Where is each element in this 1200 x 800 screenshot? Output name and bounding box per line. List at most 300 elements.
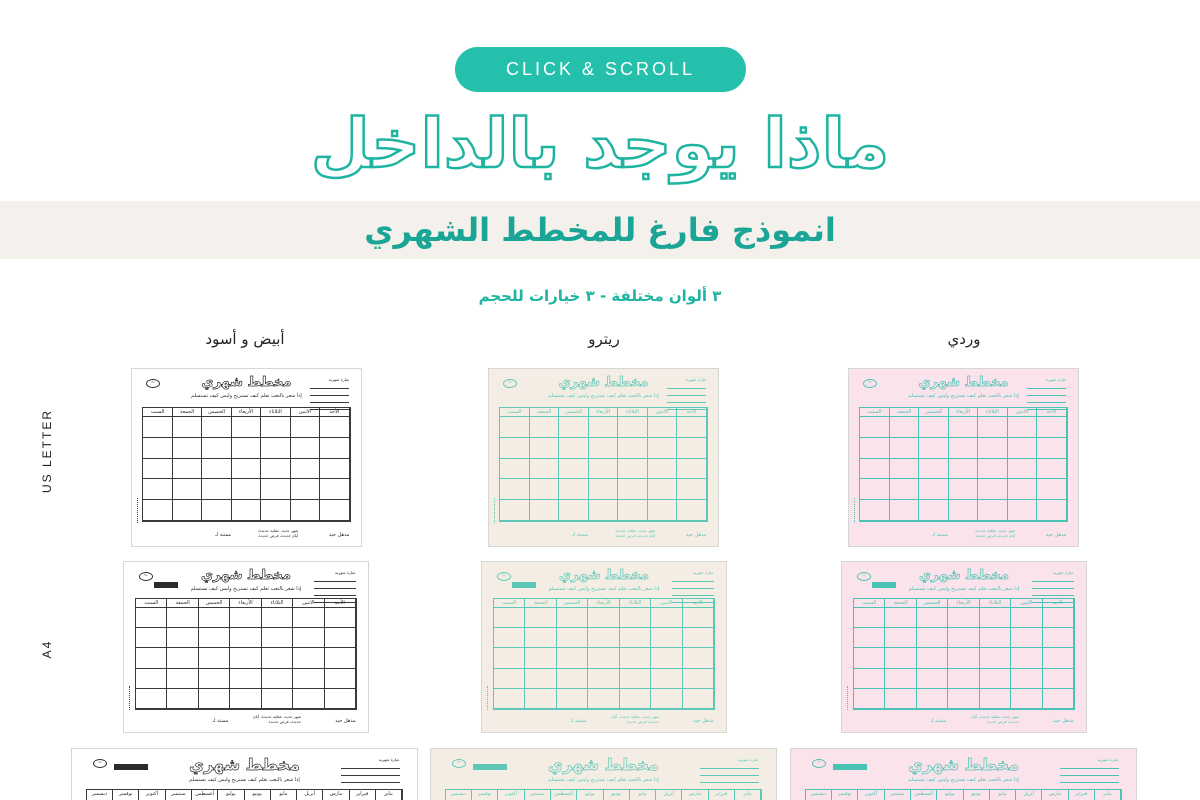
day-cell bbox=[919, 459, 948, 480]
planner-logo-icon: ~ bbox=[497, 572, 511, 581]
day-header: الاثنين bbox=[1008, 408, 1037, 417]
day-cell bbox=[854, 669, 885, 689]
day-cell bbox=[559, 459, 588, 480]
note-line bbox=[1032, 577, 1074, 582]
day-cell bbox=[291, 417, 320, 438]
planner-logo-icon: ~ bbox=[863, 379, 877, 388]
note-line bbox=[1032, 591, 1074, 596]
month-header: سبتمبر bbox=[525, 790, 551, 800]
day-cell bbox=[885, 689, 916, 709]
month-header: فبراير bbox=[709, 790, 735, 800]
day-cell bbox=[173, 459, 202, 480]
day-cell bbox=[291, 438, 320, 459]
day-cell bbox=[230, 648, 261, 668]
day-cell bbox=[890, 438, 919, 459]
day-cell bbox=[557, 608, 588, 628]
day-cell bbox=[325, 669, 356, 689]
day-cell bbox=[136, 669, 167, 689]
day-cell bbox=[1043, 669, 1074, 689]
day-cell bbox=[651, 669, 682, 689]
note-line bbox=[667, 384, 706, 389]
monthly-notes bbox=[700, 757, 759, 785]
day-cell bbox=[890, 459, 919, 480]
day-cell bbox=[1011, 648, 1042, 668]
day-cell bbox=[854, 628, 885, 648]
planner-subtitle: إذا شعر بالتعب تعلم كيف تستريح وليس كيف تستسلم bbox=[548, 393, 659, 399]
notes-label: عبارة شهرية bbox=[692, 570, 714, 575]
day-cell bbox=[620, 669, 651, 689]
day-cell bbox=[320, 459, 349, 480]
calendar-grid bbox=[493, 598, 715, 710]
day-header: الأحد bbox=[320, 408, 349, 417]
day-cell bbox=[530, 459, 559, 480]
planner-title: مخطط شهري bbox=[918, 375, 1009, 390]
day-cell bbox=[500, 459, 529, 480]
day-cell bbox=[620, 648, 651, 668]
month-header: مايو bbox=[271, 790, 297, 800]
day-cell bbox=[261, 479, 290, 500]
footer-grateful: ممتنة لـ bbox=[572, 532, 589, 538]
day-cell bbox=[136, 608, 167, 628]
month-header: أغسطس bbox=[551, 790, 577, 800]
footer-rating: مذهل جيد bbox=[685, 532, 707, 538]
day-cell bbox=[978, 417, 1007, 438]
month-header: أبريل bbox=[656, 790, 682, 800]
footer-motto: شهر جديد، عقلية جديدة، أيام جديدة، فرص جديدة bbox=[611, 714, 660, 724]
month-header: أغسطس bbox=[911, 790, 937, 800]
day-header: الثلاثاء bbox=[978, 408, 1007, 417]
day-cell bbox=[293, 608, 324, 628]
day-cell bbox=[230, 669, 261, 689]
day-cell bbox=[890, 479, 919, 500]
day-cell bbox=[949, 479, 978, 500]
day-cell bbox=[854, 689, 885, 709]
planner-logo-icon: ~ bbox=[139, 572, 153, 581]
note-line bbox=[310, 398, 349, 403]
day-cell bbox=[618, 417, 647, 438]
day-cell bbox=[1011, 689, 1042, 709]
day-cell bbox=[917, 669, 948, 689]
day-cell bbox=[199, 608, 230, 628]
day-cell bbox=[588, 608, 619, 628]
calendar-grid bbox=[142, 407, 350, 522]
day-cell bbox=[199, 689, 230, 709]
note-line bbox=[341, 771, 400, 776]
day-header: الخميس bbox=[559, 408, 588, 417]
day-cell bbox=[885, 669, 916, 689]
day-header: الخميس bbox=[199, 599, 230, 608]
day-cell bbox=[293, 669, 324, 689]
planner-title: مخطط شهري bbox=[558, 375, 649, 390]
day-cell bbox=[525, 608, 556, 628]
day-cell bbox=[325, 628, 356, 648]
day-cell bbox=[202, 479, 231, 500]
day-header: الخميس bbox=[919, 408, 948, 417]
day-cell bbox=[1037, 438, 1066, 459]
day-cell bbox=[291, 500, 320, 521]
planner-card-a4-retro[interactable] bbox=[481, 561, 727, 733]
planner-title: مخطط شهري bbox=[908, 755, 1019, 774]
day-cell bbox=[651, 608, 682, 628]
day-cell bbox=[919, 438, 948, 459]
month-strip bbox=[805, 789, 1122, 800]
day-cell bbox=[1008, 459, 1037, 480]
day-cell bbox=[917, 648, 948, 668]
day-header: الخميس bbox=[202, 408, 231, 417]
day-cell bbox=[261, 417, 290, 438]
day-cell bbox=[230, 608, 261, 628]
planner-card-wide-bw[interactable] bbox=[71, 748, 418, 800]
planner-logo-icon: ~ bbox=[503, 379, 517, 388]
day-cell bbox=[917, 628, 948, 648]
day-header: الثلاثاء bbox=[620, 599, 651, 608]
main-title: ماذا يوجد بالداخل bbox=[310, 105, 890, 184]
day-cell bbox=[949, 459, 978, 480]
note-line bbox=[1060, 771, 1119, 776]
day-cell bbox=[618, 479, 647, 500]
day-cell bbox=[293, 648, 324, 668]
calendar-grid bbox=[859, 407, 1067, 522]
day-cell bbox=[651, 628, 682, 648]
footer-grateful: ممتنة لـ bbox=[930, 718, 947, 724]
day-cell bbox=[232, 479, 261, 500]
day-cell bbox=[173, 417, 202, 438]
day-cell bbox=[648, 479, 677, 500]
note-line bbox=[672, 584, 714, 589]
day-cell bbox=[530, 479, 559, 500]
notes-label: عبارة شهرية bbox=[685, 377, 707, 382]
day-cell bbox=[559, 438, 588, 459]
planner-logo-icon: ~ bbox=[812, 759, 826, 768]
month-header: نوفمبر bbox=[472, 790, 498, 800]
notes-label: عبارة شهرية bbox=[378, 757, 400, 762]
day-header: الخميس bbox=[557, 599, 588, 608]
day-cell bbox=[500, 438, 529, 459]
day-cell bbox=[618, 500, 647, 521]
note-line bbox=[672, 577, 714, 582]
day-header: الأربعاء bbox=[232, 408, 261, 417]
notes-label: عبارة شهرية bbox=[334, 570, 356, 575]
day-cell bbox=[917, 689, 948, 709]
calendar-grid bbox=[853, 598, 1075, 710]
side-divider bbox=[129, 686, 130, 710]
day-cell bbox=[261, 500, 290, 521]
month-header: أكتوبر bbox=[858, 790, 884, 800]
day-header: الثلاثاء bbox=[980, 599, 1011, 608]
column-label-bw: أبيض و أسود bbox=[205, 330, 285, 348]
month-header: يوليو bbox=[577, 790, 603, 800]
day-cell bbox=[202, 459, 231, 480]
day-cell bbox=[949, 417, 978, 438]
footer-rating: مذهل جيد bbox=[335, 718, 356, 724]
planner-card-wide-retro[interactable] bbox=[430, 748, 777, 800]
note-line bbox=[314, 577, 356, 582]
day-header: الاثنين bbox=[293, 599, 324, 608]
day-cell bbox=[291, 479, 320, 500]
day-cell bbox=[860, 459, 889, 480]
day-cell bbox=[1011, 628, 1042, 648]
side-divider bbox=[494, 498, 495, 523]
day-cell bbox=[262, 608, 293, 628]
day-cell bbox=[588, 628, 619, 648]
day-header: الأربعاء bbox=[230, 599, 261, 608]
day-cell bbox=[143, 459, 172, 480]
day-cell bbox=[890, 417, 919, 438]
day-cell bbox=[320, 417, 349, 438]
planner-subtitle: إذا شعر بالتعب تعلم كيف تستريح وليس كيف تستسلم bbox=[191, 393, 302, 399]
month-header: مارس bbox=[323, 790, 349, 800]
day-cell bbox=[202, 417, 231, 438]
day-cell bbox=[557, 689, 588, 709]
day-cell bbox=[1008, 500, 1037, 521]
day-cell bbox=[262, 648, 293, 668]
day-header: الأحد bbox=[1037, 408, 1066, 417]
day-cell bbox=[500, 500, 529, 521]
day-cell bbox=[167, 689, 198, 709]
day-cell bbox=[202, 438, 231, 459]
day-cell bbox=[143, 438, 172, 459]
planner-card-letter-bw[interactable] bbox=[131, 368, 362, 547]
day-cell bbox=[525, 648, 556, 668]
planner-card-a4-pink[interactable] bbox=[841, 561, 1087, 733]
footer-motto: شهر جديد، عقلية جديدة، أيام جديدة، فرص جديدة bbox=[614, 528, 656, 538]
day-cell bbox=[589, 438, 618, 459]
day-cell bbox=[683, 628, 714, 648]
day-header: السبت bbox=[500, 408, 529, 417]
day-header: الجمعة bbox=[885, 599, 916, 608]
day-cell bbox=[232, 459, 261, 480]
day-cell bbox=[860, 417, 889, 438]
notes-label: عبارة شهرية bbox=[1097, 757, 1119, 762]
options-subtitle: ٣ ألوان مختلفة - ٣ خيارات للحجم bbox=[478, 287, 722, 305]
day-cell bbox=[530, 417, 559, 438]
month-header: يناير bbox=[376, 790, 402, 800]
day-cell bbox=[557, 669, 588, 689]
planner-card-letter-retro[interactable] bbox=[488, 368, 719, 547]
day-header: الأحد bbox=[1043, 599, 1074, 608]
planner-subtitle: إذا شعر بالتعب تعلم كيف تستريح وليس كيف تستسلم bbox=[548, 586, 660, 592]
month-header: يوليو bbox=[218, 790, 244, 800]
footer-motto: شهر جديد، عقلية جديدة، أيام جديدة، فرص جديدة bbox=[253, 714, 302, 724]
click-scroll-button[interactable]: CLICK & SCROLL bbox=[455, 47, 746, 92]
day-cell bbox=[651, 689, 682, 709]
side-divider bbox=[847, 686, 848, 710]
month-header: أغسطس bbox=[192, 790, 218, 800]
planner-subtitle: إذا شعر بالتعب تعلم كيف تستريح وليس كيف تستسلم bbox=[908, 586, 1020, 592]
month-header: يونيو bbox=[245, 790, 271, 800]
day-cell bbox=[620, 608, 651, 628]
day-cell bbox=[978, 479, 1007, 500]
day-header: الاثنين bbox=[1011, 599, 1042, 608]
day-cell bbox=[648, 417, 677, 438]
day-cell bbox=[320, 500, 349, 521]
planner-title: مخطط شهري bbox=[201, 375, 292, 390]
day-cell bbox=[980, 689, 1011, 709]
calendar-grid bbox=[135, 598, 357, 710]
note-line bbox=[310, 391, 349, 396]
day-cell bbox=[559, 479, 588, 500]
month-strip bbox=[86, 789, 403, 800]
day-cell bbox=[677, 500, 706, 521]
day-cell bbox=[500, 479, 529, 500]
day-cell bbox=[525, 669, 556, 689]
day-cell bbox=[683, 608, 714, 628]
day-cell bbox=[589, 500, 618, 521]
footer-rating: مذهل جيد bbox=[1053, 718, 1074, 724]
day-cell bbox=[948, 628, 979, 648]
day-cell bbox=[618, 438, 647, 459]
day-cell bbox=[978, 438, 1007, 459]
day-cell bbox=[978, 459, 1007, 480]
day-header: الأحد bbox=[683, 599, 714, 608]
day-cell bbox=[325, 648, 356, 668]
day-cell bbox=[530, 438, 559, 459]
planner-card-wide-pink[interactable] bbox=[790, 748, 1137, 800]
day-cell bbox=[167, 669, 198, 689]
day-cell bbox=[1011, 608, 1042, 628]
day-header: الجمعة bbox=[525, 599, 556, 608]
day-cell bbox=[320, 479, 349, 500]
day-header: الثلاثاء bbox=[618, 408, 647, 417]
planner-subtitle: إذا شعر بالتعب تعلم كيف تستريح وليس كيف تستسلم bbox=[548, 777, 659, 783]
planner-subtitle: إذا شعر بالتعب تعلم كيف تستريح وليس كيف تستسلم bbox=[190, 586, 302, 592]
day-cell bbox=[143, 479, 172, 500]
day-header: السبت bbox=[494, 599, 525, 608]
day-cell bbox=[1043, 628, 1074, 648]
day-cell bbox=[890, 500, 919, 521]
title-band bbox=[0, 201, 1200, 259]
month-header: يونيو bbox=[964, 790, 990, 800]
day-header: الأربعاء bbox=[948, 599, 979, 608]
day-cell bbox=[588, 669, 619, 689]
column-label-retro: ريترو bbox=[588, 330, 620, 348]
size-label-a4: A4 bbox=[40, 639, 54, 659]
planner-title: مخطط شهري bbox=[201, 568, 291, 583]
day-header: الجمعة bbox=[167, 599, 198, 608]
day-header: الاثنين bbox=[651, 599, 682, 608]
day-header: الاثنين bbox=[648, 408, 677, 417]
footer-motto: شهر جديد، عقلية جديدة، أيام جديدة، فرص جديدة bbox=[257, 528, 299, 538]
day-cell bbox=[262, 669, 293, 689]
day-cell bbox=[500, 417, 529, 438]
note-line bbox=[700, 771, 759, 776]
day-cell bbox=[199, 648, 230, 668]
day-cell bbox=[677, 459, 706, 480]
day-cell bbox=[262, 689, 293, 709]
day-header: الخميس bbox=[917, 599, 948, 608]
day-cell bbox=[1043, 608, 1074, 628]
day-cell bbox=[648, 438, 677, 459]
day-cell bbox=[589, 459, 618, 480]
month-strip bbox=[445, 789, 762, 800]
note-line bbox=[1027, 384, 1066, 389]
month-header: مارس bbox=[1042, 790, 1068, 800]
day-cell bbox=[948, 689, 979, 709]
footer-grateful: ممتنة لـ bbox=[215, 532, 232, 538]
day-cell bbox=[557, 628, 588, 648]
day-cell bbox=[588, 689, 619, 709]
month-header: فبراير bbox=[1069, 790, 1095, 800]
day-cell bbox=[980, 608, 1011, 628]
day-cell bbox=[167, 628, 198, 648]
day-cell bbox=[143, 417, 172, 438]
month-header: يونيو bbox=[604, 790, 630, 800]
note-line bbox=[341, 778, 400, 783]
day-cell bbox=[980, 648, 1011, 668]
day-cell bbox=[1008, 479, 1037, 500]
day-cell bbox=[1037, 479, 1066, 500]
day-cell bbox=[589, 417, 618, 438]
band-title: انموذج فارغ للمخطط الشهري bbox=[364, 211, 836, 249]
day-cell bbox=[1008, 417, 1037, 438]
day-cell bbox=[525, 689, 556, 709]
side-divider bbox=[487, 686, 488, 710]
day-cell bbox=[677, 438, 706, 459]
day-header: السبت bbox=[860, 408, 889, 417]
planner-card-a4-bw[interactable] bbox=[123, 561, 369, 733]
day-cell bbox=[683, 689, 714, 709]
size-label-us-letter: US LETTER bbox=[40, 408, 54, 493]
day-cell bbox=[588, 648, 619, 668]
planner-title: مخطط شهري bbox=[919, 568, 1009, 583]
footer-rating: مذهل جيد bbox=[1045, 532, 1067, 538]
day-cell bbox=[917, 608, 948, 628]
day-cell bbox=[173, 438, 202, 459]
day-cell bbox=[494, 648, 525, 668]
day-cell bbox=[530, 500, 559, 521]
day-cell bbox=[648, 500, 677, 521]
day-cell bbox=[202, 500, 231, 521]
footer-motto: شهر جديد، عقلية جديدة، أيام جديدة، فرص جديدة bbox=[971, 714, 1020, 724]
month-header: يناير bbox=[735, 790, 761, 800]
day-cell bbox=[854, 648, 885, 668]
month-header: نوفمبر bbox=[832, 790, 858, 800]
month-header: ديسمبر bbox=[87, 790, 113, 800]
notes-label: عبارة شهرية bbox=[737, 757, 759, 762]
note-line bbox=[1027, 391, 1066, 396]
side-divider bbox=[137, 498, 138, 523]
month-header: فبراير bbox=[350, 790, 376, 800]
day-cell bbox=[860, 438, 889, 459]
footer-grateful: ممتنة لـ bbox=[570, 718, 587, 724]
month-header: أبريل bbox=[297, 790, 323, 800]
note-line bbox=[672, 591, 714, 596]
planner-logo-icon: ~ bbox=[93, 759, 107, 768]
side-divider bbox=[854, 498, 855, 523]
day-cell bbox=[143, 500, 172, 521]
day-cell bbox=[919, 479, 948, 500]
month-header: نوفمبر bbox=[113, 790, 139, 800]
day-cell bbox=[1008, 438, 1037, 459]
day-cell bbox=[978, 500, 1007, 521]
day-cell bbox=[885, 608, 916, 628]
day-header: الجمعة bbox=[890, 408, 919, 417]
planner-card-letter-pink[interactable] bbox=[848, 368, 1079, 547]
day-header: الثلاثاء bbox=[262, 599, 293, 608]
planner-subtitle: إذا شعر بالتعب تعلم كيف تستريح وليس كيف تستسلم bbox=[908, 393, 1019, 399]
day-cell bbox=[919, 417, 948, 438]
planner-subtitle: إذا شعر بالتعب تعلم كيف تستريح وليس كيف تستسلم bbox=[908, 777, 1019, 783]
day-cell bbox=[677, 417, 706, 438]
note-line bbox=[700, 764, 759, 769]
month-header: ديسمبر bbox=[806, 790, 832, 800]
day-cell bbox=[1043, 689, 1074, 709]
day-cell bbox=[136, 648, 167, 668]
day-cell bbox=[199, 628, 230, 648]
day-cell bbox=[167, 608, 198, 628]
month-header: أكتوبر bbox=[139, 790, 165, 800]
day-cell bbox=[320, 438, 349, 459]
